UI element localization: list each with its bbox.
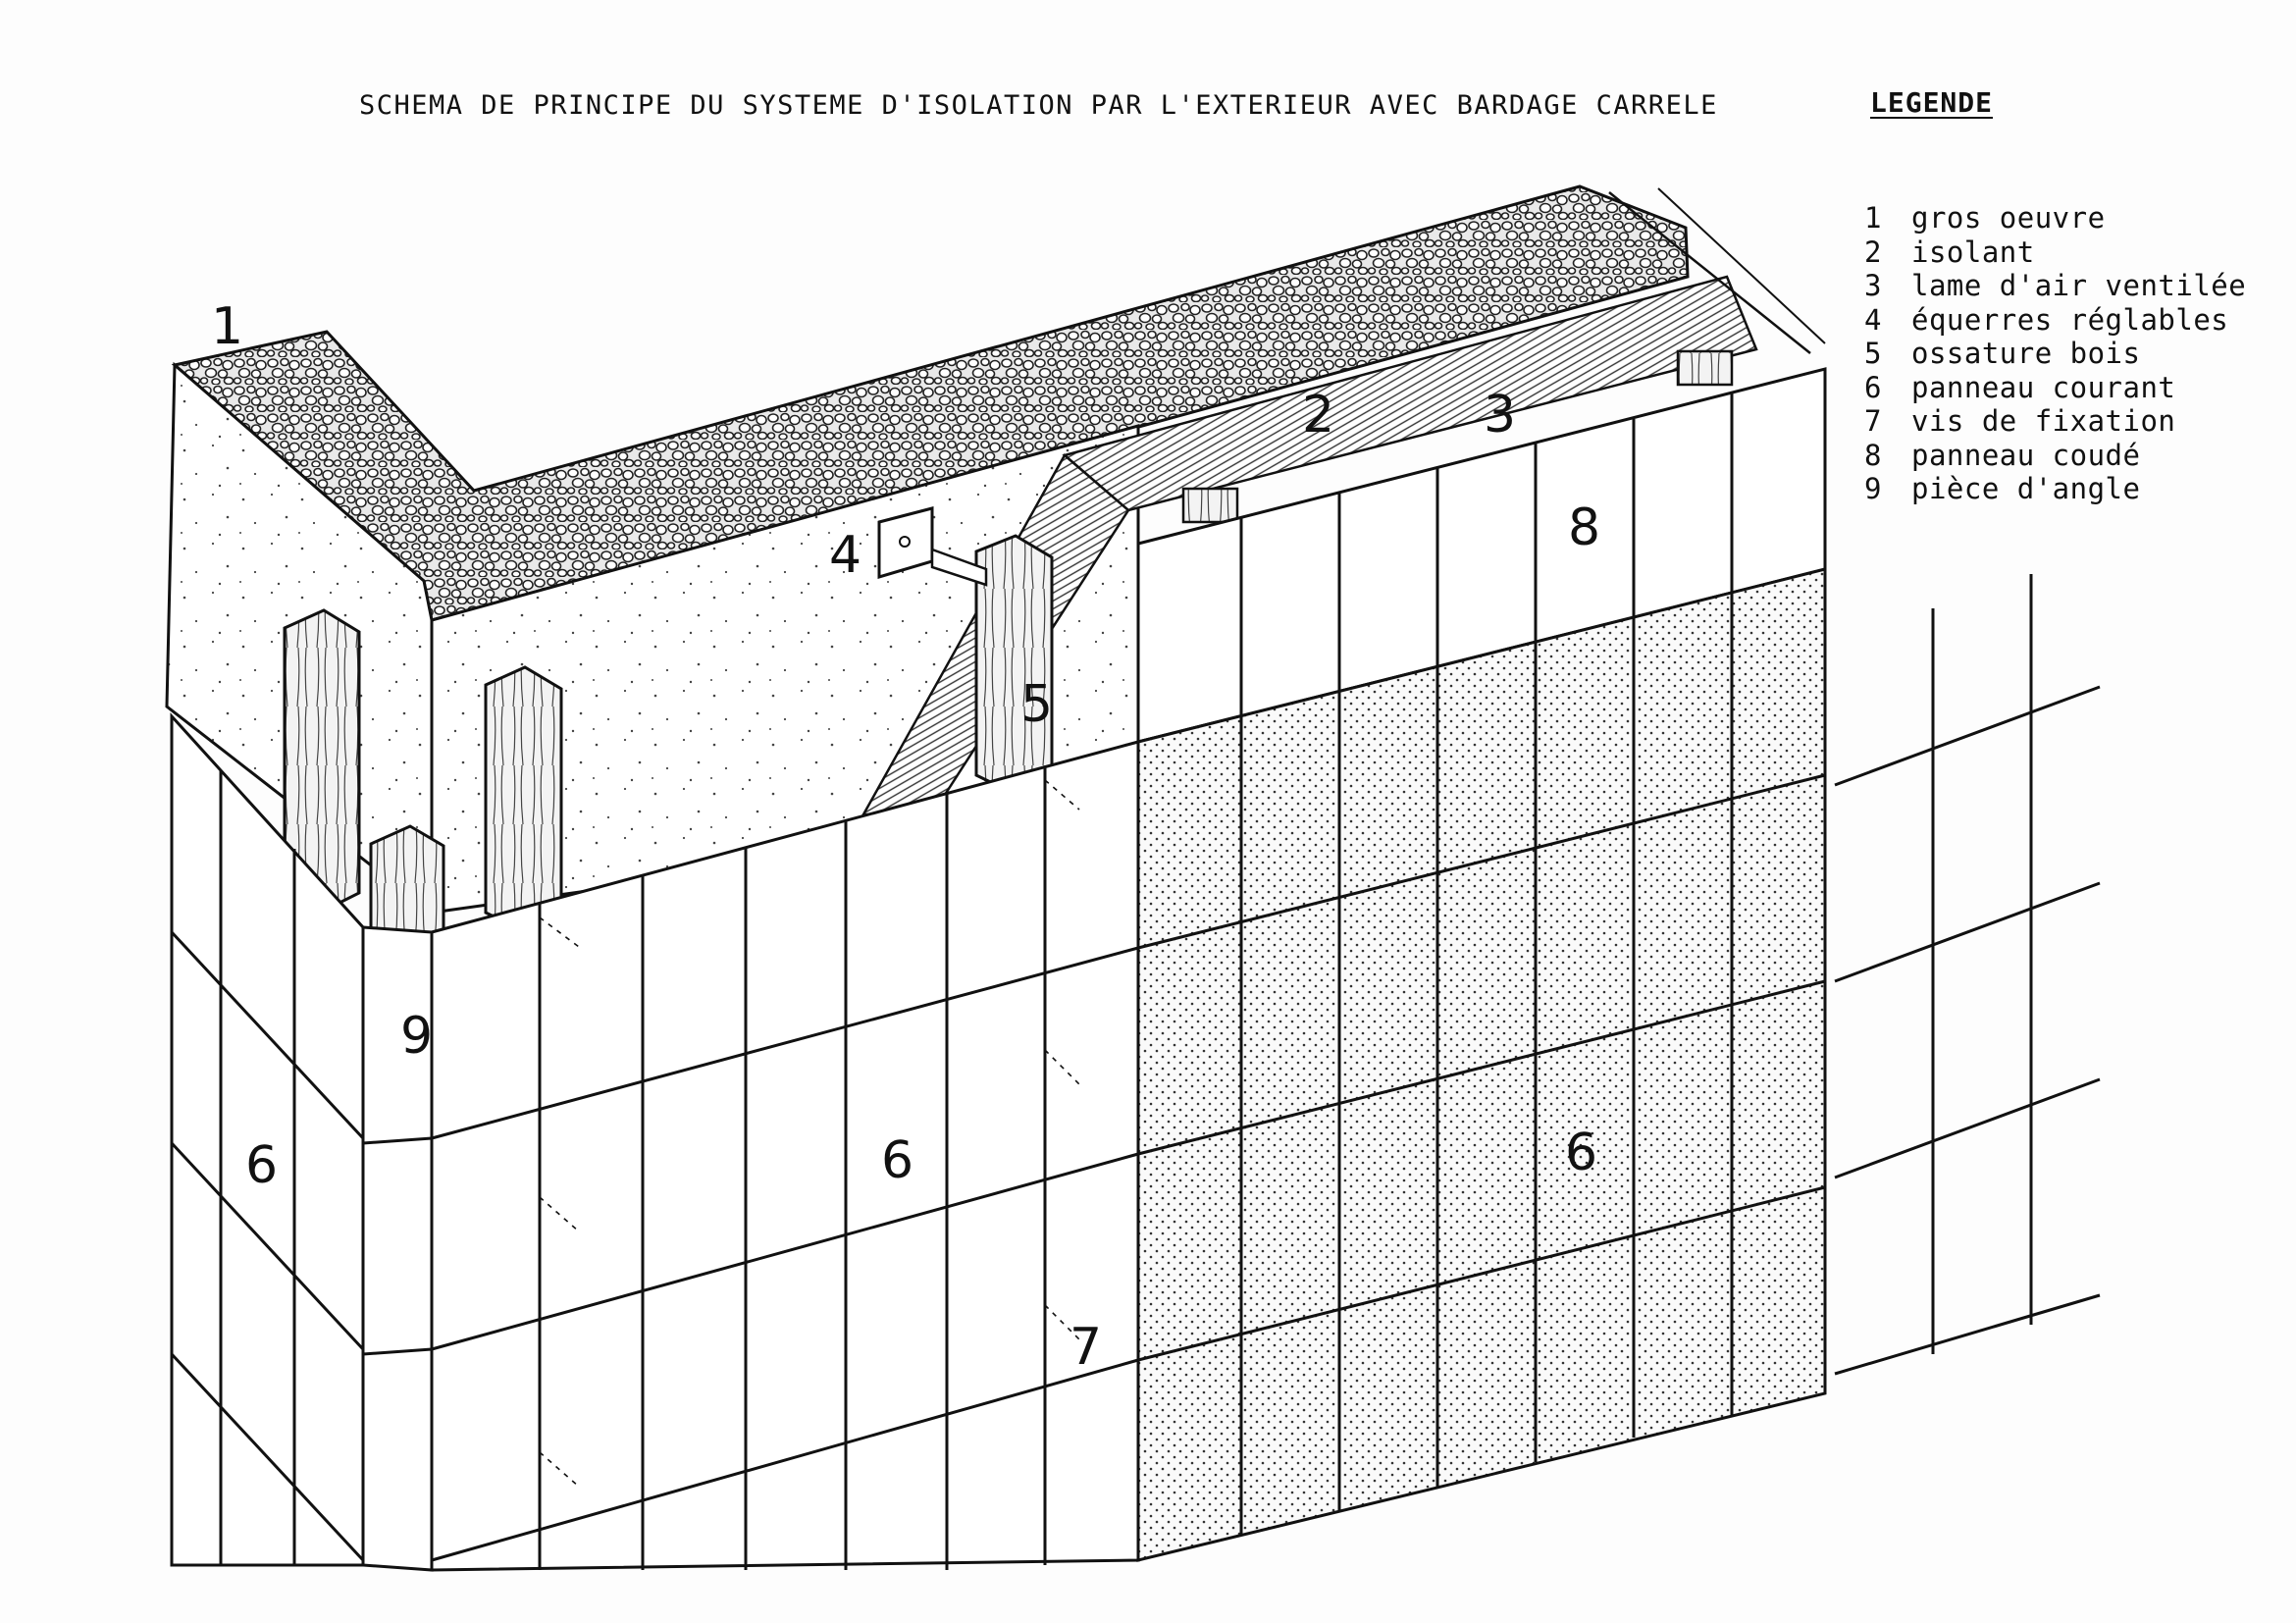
callout-6-left: 6 bbox=[245, 1136, 279, 1195]
dotted-cladding bbox=[1138, 569, 1825, 1560]
wood-batten bbox=[976, 536, 1052, 793]
wood-batten-end bbox=[1678, 351, 1732, 385]
legend-label: gros oeuvre bbox=[1911, 201, 2106, 235]
callout-6-right: 6 bbox=[1565, 1124, 1598, 1182]
callout-4: 4 bbox=[829, 526, 862, 585]
legend-label: isolant bbox=[1911, 235, 2035, 269]
wood-batten-end bbox=[1183, 489, 1237, 522]
diagram-title: SCHEMA DE PRINCIPE DU SYSTEME D'ISOLATION PAR L'EXTERIEUR AVEC BARDAGE CARRELE bbox=[359, 90, 1718, 121]
legend-number: 1 bbox=[1864, 201, 1882, 235]
callout-6-middle: 6 bbox=[881, 1131, 914, 1190]
legend-number: 8 bbox=[1864, 438, 1882, 472]
background-grid bbox=[1835, 574, 2100, 1374]
legend-label: panneau courant bbox=[1911, 370, 2176, 404]
callout-3: 3 bbox=[1484, 386, 1517, 445]
legend-title: LEGENDE bbox=[1870, 86, 1994, 119]
callout-5: 5 bbox=[1020, 675, 1054, 734]
legend-number: 5 bbox=[1864, 337, 1882, 370]
callout-1: 1 bbox=[211, 297, 244, 356]
legend-number: 2 bbox=[1864, 235, 1882, 269]
callout-8: 8 bbox=[1568, 498, 1601, 557]
legend-number: 3 bbox=[1864, 269, 1882, 302]
callout-2: 2 bbox=[1302, 386, 1335, 445]
legend-label: pièce d'angle bbox=[1911, 472, 2141, 505]
legend-label: lame d'air ventilée bbox=[1911, 269, 2247, 302]
legend-label: panneau coudé bbox=[1911, 438, 2141, 472]
legend-number: 4 bbox=[1864, 302, 1882, 337]
legend-number: 7 bbox=[1864, 404, 1882, 438]
legend-number: 9 bbox=[1864, 472, 1882, 505]
legend-label: vis de fixation bbox=[1911, 404, 2176, 438]
callout-9: 9 bbox=[400, 1007, 434, 1066]
wood-batten bbox=[486, 667, 561, 930]
callout-7: 7 bbox=[1070, 1318, 1103, 1377]
legend-label: ossature bois bbox=[1911, 337, 2141, 370]
legend-label: équerres réglables bbox=[1911, 302, 2229, 337]
legend-number: 6 bbox=[1864, 370, 1882, 404]
